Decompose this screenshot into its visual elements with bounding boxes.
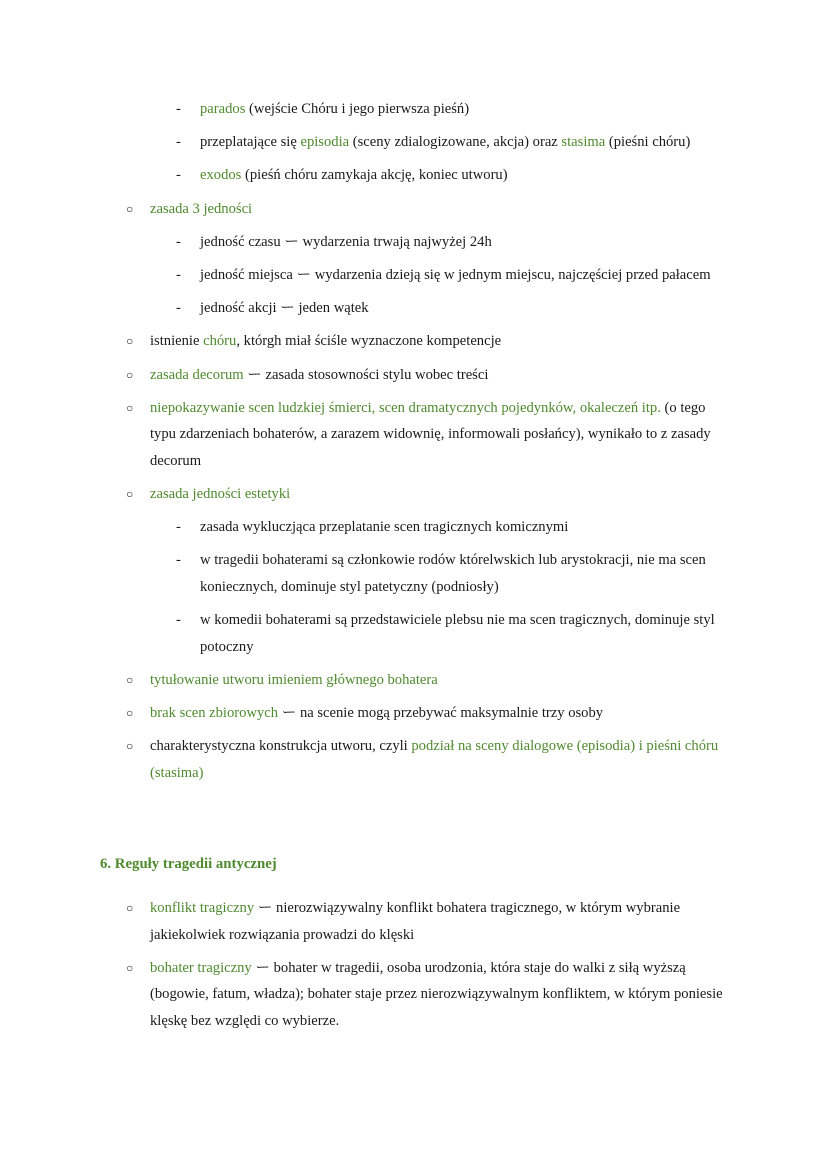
highlighted-term: zasada 3 jedności <box>150 200 253 217</box>
highlighted-term: tytułowanie utworu imieniem głównego bohatera <box>150 672 438 688</box>
list-item <box>0 895 725 948</box>
highlighted-term: episodia <box>300 134 350 151</box>
circle-bullet-icon: ○ <box>126 706 134 721</box>
text-segment: jedność akcji ー jeden wątek <box>200 300 369 317</box>
circle-bullet-icon: ○ <box>126 334 134 349</box>
list-item <box>0 667 725 694</box>
sub-list-item <box>0 547 725 600</box>
highlighted-term: chóru <box>203 333 237 350</box>
circle-bullet-icon: ○ <box>126 673 134 687</box>
text-segment: (wejście Chóru i jego pierwsza pieśń) <box>245 101 470 117</box>
section-heading: 6. Reguły tragedii antycznej <box>100 856 277 872</box>
text-segment: charakterystyczna konstrukcja utworu, czyli <box>150 738 412 755</box>
highlighted-term: konflikt tragiczny <box>150 900 255 916</box>
sub-list-item <box>0 96 725 123</box>
circle-bullet-icon: ○ <box>126 901 134 915</box>
text-segment: (sceny zdialogizowane, akcja) oraz <box>349 134 562 151</box>
dash-bullet-icon: - <box>176 300 181 317</box>
text-segment: ー zasada stosowności stylu wobec treści <box>243 366 489 383</box>
dash-bullet-icon: - <box>176 612 181 629</box>
text-segment: jedność czasu ー wydarzenia trwają najwyżej 24h <box>200 233 492 250</box>
circle-bullet-icon: ○ <box>126 487 134 502</box>
text-segment: zasada wykluczjąca przeplatanie scen tragicznych komicznymi <box>200 519 569 536</box>
circle-bullet-icon: ○ <box>126 960 134 975</box>
sub-list-item <box>0 162 725 189</box>
list-item <box>0 733 725 786</box>
highlighted-term: exodos <box>200 167 242 184</box>
highlighted-term: podział na sceny dialogowe (episodia) i pieśni chóru (stasima) <box>150 738 719 781</box>
text-segment: (pieśń chóru zamykaja akcję, koniec utworu) <box>241 167 508 184</box>
sub-list-item <box>0 607 725 660</box>
list-item <box>0 395 725 475</box>
text-segment: (pieśni chóru) <box>605 134 691 151</box>
text-segment: ー nierozwiązywalny konflikt bohatera tragicznego, w którym wybranie jakiekolwiek rozwiązania prowadzi do klęski <box>150 900 681 943</box>
sub-list-item <box>0 129 725 156</box>
document-body-section-1 <box>0 96 828 793</box>
text-segment: jedność miejsca ー wydarzenia dzieją się w jednym miejscu, najczęściej przed pałacem <box>200 266 711 283</box>
text-segment: w tragedii bohaterami są członkowie rodów którelwskich lub arystokracji, nie ma scen koniecznych, dominuje styl patetyczny (podniosły) <box>200 552 706 596</box>
list-item <box>0 700 725 727</box>
list-item <box>0 955 725 1035</box>
sub-list-item <box>0 295 725 322</box>
text-segment: przeplatające się <box>200 134 301 151</box>
sub-list-item <box>0 229 725 256</box>
list-item <box>0 362 725 389</box>
dash-bullet-icon: - <box>176 552 181 569</box>
highlighted-term: parados <box>200 101 246 117</box>
dash-bullet-icon: - <box>176 266 181 283</box>
circle-bullet-icon: ○ <box>126 201 134 216</box>
dash-bullet-icon: - <box>176 101 181 117</box>
sub-list-item <box>0 514 725 541</box>
dash-bullet-icon: - <box>176 519 181 536</box>
text-segment: ー bohater w tragedii, osoba urodzonia, która staje do walki z siłą wyższą (bogowie, fatum, władza); bohater staje przez nierozwiązywalnym konfliktem, w którym poniesie klęskę bez względi co wybierze. <box>150 959 723 1029</box>
text-segment: w komedii bohaterami są przedstawiciele plebsu nie ma scen tragicznych, dominuje styl potoczny <box>200 612 715 655</box>
text-segment: (o tego typu zdarzeniach bohaterów, a zarazem widownię, informowali posłańcy), wynikało to z zasady decorum <box>150 399 711 469</box>
document-body-section-2 <box>0 895 828 1041</box>
list-item <box>0 481 725 508</box>
highlighted-term: bohater tragiczny <box>150 959 252 976</box>
dash-bullet-icon: - <box>176 134 181 151</box>
highlighted-term: stasima <box>561 134 606 151</box>
text-segment: , którgh miał ściśle wyznaczone kompetencje <box>236 333 502 350</box>
text-segment: ー na scenie mogą przebywać maksymalnie trzy osoby <box>278 705 604 722</box>
highlighted-term: niepokazywanie scen ludzkiej śmierci, scen dramatycznych pojedynków, okaleczeń itp. <box>150 399 661 416</box>
dash-bullet-icon: - <box>176 167 181 184</box>
highlighted-term: zasada decorum <box>150 366 244 383</box>
sub-list-item <box>0 262 725 289</box>
circle-bullet-icon: ○ <box>126 367 134 382</box>
list-item <box>0 196 725 223</box>
highlighted-term: zasada jedności estetyki <box>150 486 291 503</box>
text-segment: istnienie <box>150 333 204 350</box>
circle-bullet-icon: ○ <box>126 400 134 415</box>
highlighted-term: brak scen zbiorowych <box>150 705 279 722</box>
list-item <box>0 328 725 355</box>
dash-bullet-icon: - <box>176 233 181 250</box>
circle-bullet-icon: ○ <box>126 739 134 754</box>
